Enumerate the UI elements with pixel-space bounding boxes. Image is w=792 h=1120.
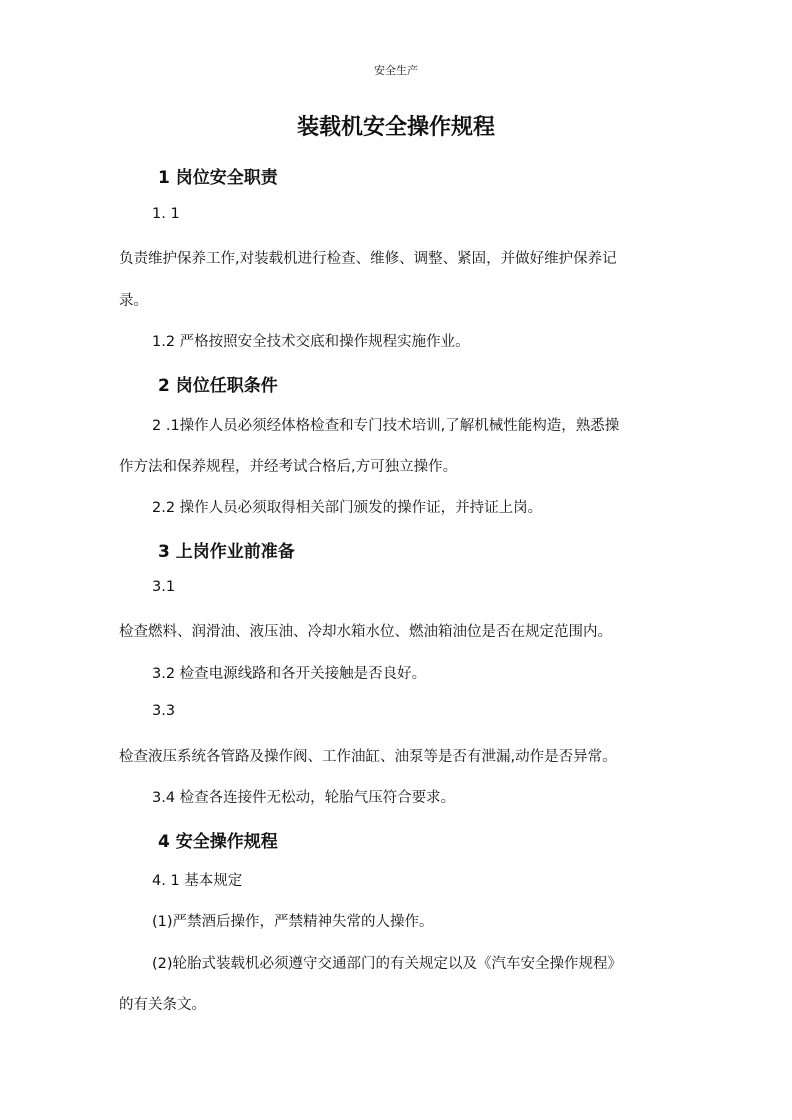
section-4-heading: 4 安全操作规程 <box>158 832 278 852</box>
section-1-heading: 1 岗位安全职责 <box>158 168 278 188</box>
clause-3-2: 3.2 检查电源线路和各开关接触是否良好。 <box>152 666 427 682</box>
clause-1-1-text-line2: 录。 <box>119 293 148 309</box>
clause-1-1-number: 1. 1 <box>152 206 180 222</box>
rule-item-2-line1: (2)轮胎式装载机必须遵守交通部门的有关规定以及《汽车安全操作规程》 <box>152 956 623 972</box>
rule-item-1: (1)严禁酒后操作，严禁精神失常的人操作。 <box>152 914 434 930</box>
section-3-heading: 3 上岗作业前准备 <box>158 542 295 562</box>
clause-3-1-number: 3.1 <box>152 579 176 595</box>
clause-1-1-text-line1: 负责维护保养工作,对装载机进行检查、维修、调整、紧固，并做好维护保养记 <box>119 251 617 267</box>
clause-1-2: 1.2 严格按照安全技术交底和操作规程实施作业。 <box>152 334 470 350</box>
clause-2-2: 2.2 操作人员必须取得相关部门颁发的操作证，并持证上岗。 <box>152 500 543 516</box>
clause-3-3-text: 检查液压系统各管路及操作阀、工作油缸、油泵等是否有泄漏,动作是否异常。 <box>119 749 617 765</box>
clause-3-3-number: 3.3 <box>152 703 176 719</box>
clause-2-1-line1: 2 .1操作人员必须经体格检查和专门技术培训,了解机械性能构造，熟悉操 <box>152 418 620 434</box>
clause-2-1-line2: 作方法和保养规程，并经考试合格后,方可独立操作。 <box>119 459 458 475</box>
clause-4-1: 4. 1 基本规定 <box>152 873 243 889</box>
page-header: 安全生产 <box>374 64 418 77</box>
document-title: 装载机安全操作规程 <box>296 115 495 140</box>
section-2-heading: 2 岗位任职条件 <box>158 376 278 396</box>
clause-3-1-text: 检查燃料、润滑油、液压油、冷却水箱水位、燃油箱油位是否在规定范围内。 <box>119 624 612 640</box>
clause-3-4: 3.4 检查各连接件无松动，轮胎气压符合要求。 <box>152 790 456 806</box>
rule-item-2-line2: 的有关条文。 <box>119 997 206 1013</box>
